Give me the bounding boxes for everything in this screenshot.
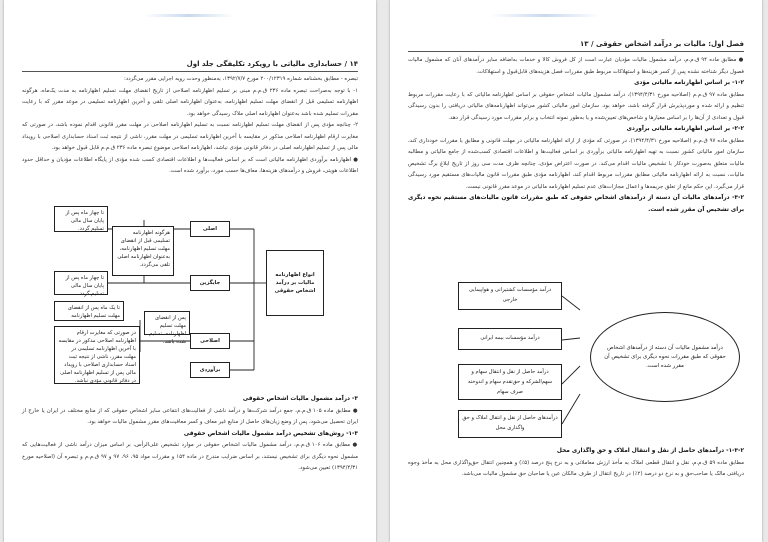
section-text: مطابق ماده ۹۷ ق.م.م (اصلاحیه مورخ ۱۳۹۴/۴/۳۱)، درآمد مشمول مالیات اشخاص حقوقی بر اساس اظهارنامه مالیاتی که با رعایت مقررات مربوط تنظیم و ارائه شده و مورد‌پذیرش قرار گرفته باشد، خواهد بود. سازمان امور مالیاتی کشور می‌تواند اظهارنامه‌های مالیاتی دریافتی را بدون رسیدگی قبول و تعدادی از آن‌ها را بر اساس معیارها و شاخص‌های تعیین‌شده و یا به‌طور نمونه انتخاب و برابر مقررات مورد رسیدگی قرار دهد. <box>408 91 745 121</box>
paragraph: ● مطابق ماده ۹۴ ق.م.م، درآمد مشمول مالیات مؤدیان عبارت است از کل فروش کالا و خدمات به‌اضافه سایر درآمدهای آنان که مشمول مالیات فصول دیگر شناخته نشده پس از کسر هزینه‌ها و استهلاکات مربوط طبق مقررات فصل هزینه‌های قابل‌قبول و استهلاکات. <box>408 57 744 75</box>
right-page <box>390 0 762 542</box>
right-page-header: فصل اول: مالیات بر درآمد اشخاص حقوقی / ۱۳ <box>408 40 744 52</box>
section-title: ۱-۳-۲- درآمدهای حاصل از نقل و انتقال املاک و حق واگذاری محل <box>556 448 744 454</box>
left-page-header: ۱۴ / حسابداری مالیاتی با رویکرد تکلیفگی جلد اول <box>22 60 358 72</box>
income-item-box: درآمدهای حاصل از نقل و انتقال املاک و حق واگذاری محل <box>458 410 562 438</box>
intro-paragraph: تبصره - مطابق بخشنامه شماره ۲۰۰/۱۲۳۱۹ مورخ ۱۳۹۲/۷/۷، به‌منظور وحدت رویه اجرایی مقرر می‌گردد: <box>124 76 358 82</box>
section-title: ۳-۲- درآمدهای مالیات آن دسته از درآمدهای اشخاص حقوقی که طبق مقررات قانون مالیات‌های مستقیم نحوه دیگری برای تشخیص آن مقرر شده است. <box>408 195 744 213</box>
note-eslahi-condition: پس از انقضای مهلت تسلیم اظهارنامه، تسلیم شده باشد. <box>144 311 190 335</box>
page-top-decoration <box>144 14 234 17</box>
left-page <box>4 0 376 542</box>
section-title: ۳- درآمد مشمول مالیات اشخاص حقوقی <box>242 396 358 402</box>
note-jaygozin-definition: هرگونه اظهارنامه تسلیمی قبل از انقضای مهلت تسلیم اظهارنامه، به‌عنوان اظهارنامه اصلی تلقی می‌گردد. <box>112 226 174 276</box>
type-jaygozin-box: جایگزین <box>190 275 230 291</box>
type-asli-box: اصلی <box>190 221 230 237</box>
right-bottom-text <box>408 446 744 481</box>
diagram-center-oval: درآمد مشمول مالیات آن دسته از درآمدهای اشخاص حقوقی که طبق مقررات نحوه دیگری برای تشخیص آن مقرر شده است. <box>590 312 740 402</box>
page-top-decoration <box>490 14 600 17</box>
intro-paragraph: ۱- با توجه به‌صراحت تبصره ماده ۲۳۶ ق.م.م مبنی بر تسلیم اظهارنامه اصلاحی از تاریخ انقضای مهلت تسلیم اظهارنامه به مدت یک‌ماه، هرگونه اظهارنامه تسلیمی قبل از انقضای مهلت تسلیم اظهارنامه، به‌عنوان اظهارنامه اصلی تلقی و آخرین اظهارنامه تسلیمی در موعد مقرر که با رعایت مقررات تسلیم شده باشد به‌عنوان اظهارنامه اصلی ملاک رسیدگی خواهد بود. <box>22 87 358 117</box>
intro-paragraph: ● اظهارنامه برآوردی اظهارنامه مالیاتی است که بر اساس فعالیت‌ها و اطلاعات اقتصادی کسب شده مؤدی از پایگاه اطلاعات مؤدیان و حداقل حدود اطلاعات هویتی، فروش و درآمدهای هزینه‌ها، معاف‌ها حسب مورد، برآورد شده است. <box>22 156 358 174</box>
diagram-center-box: انواع اظهارنامه مالیات بر درآمد اشخاص حقوقی <box>266 250 324 316</box>
section-title: ۱-۲- بر اساس اظهارنامه مالیاتی مؤدی <box>634 80 744 86</box>
section-text: ● مطابق ماده ۱۰۶ ق.م.م، درآمد مشمول مالیات اشخاص حقوقی در موارد تشخیص علی‌الرأس، بر اساس میزان درآمد ناشی از فعالیت‌هایی که مشمول نحوه دیگری برای تشخیص نیستند، بر اساس ضرایب مندرج در ماده ۱۵۴ و مقررات مواد ۹۵، ۹۶، ۹۷ و ۹۷ ق.م.م و تبصره آن (اصلاحیه مورخ ۱۳۹۴/۴/۳۱) تعیین می‌شود. <box>22 442 358 471</box>
note-eslahi-deadline: تا یک ماه پس از انقضای مهلت تسلیم اظهارنامه <box>54 301 124 321</box>
intro-paragraph: ۲- چنانچه مؤدی پس از انقضای مهلت تسلیم اظهارنامه نسبت به تسلیم اظهارنامه اصلاحی در مهلت مقرر قانونی اقدام نموده باشد، در صورتی که مغایرت ارقام اظهارنامه اصلاحی مذکور در مقایسه با آخرین اظهارنامه تسلیمی در مهلت مقرر، ناشی از نتیجه ثبت اسناد حسابداری اصلاحی با رویداد مالی پس از تسلیم اظهارنامه اصلی در دفاتر قانونی مؤدی نباشد، اظهارنامه اصلاحی موضوع تبصره ماده ۲۳۶ ق.م.م قابل قبول خواهد بود. <box>22 122 358 151</box>
income-item-box: درآمد مؤسسات کشتیرانی و هواپیمایی خارجی <box>458 282 562 310</box>
left-intro-text <box>22 74 358 178</box>
note-asli-deadline: تا چهار ماه پس از پایان سال مالی تسلیم گردد. <box>54 206 108 232</box>
page-number: ۱۳ <box>580 40 589 48</box>
chapter-title: فصل اول: مالیات بر درآمد اشخاص حقوقی <box>596 40 744 48</box>
note-jaygozin-deadline: تا چهار ماه پس از پایان سال مالی تسلیم گردد. <box>54 271 108 295</box>
left-section-3 <box>22 394 358 475</box>
type-eslahi-box: اصلاحی <box>190 333 230 349</box>
type-baravardi-box: برآوردی <box>190 362 230 378</box>
right-top-text <box>408 55 744 216</box>
note-eslahi-discrepancy: در صورتی که مغایرت ارقام اظهارنامه اصلاحی مذکور در مقایسه با آخرین اظهارنامه تسلیمی در مهلت مقرر، ناشی از نتیجه ثبت اسناد حسابداری اصلاحی با رویداد مالی پس از تسلیم اظهارنامه اصلی در دفاتر قانونی مؤدی نباشد. <box>54 326 140 384</box>
section-text: مطابق ماده ۹۷ ق.م.م (اصلاحیه مورخ ۱۳۹۴/۴/۳۱)، در صورتی که مؤدی از ارائه اظهارنامه مالیاتی در مهلت قانونی و مطابق با مقررات خودداری کند، سازمان امور مالیاتی کشور نسبت به تهیه اظهارنامه مالیاتی برآوردی بر اساس فعالیت‌ها و اطلاعات اقتصادی کسب‌شده از جامع مالیاتی و مطالبه مالیات متعلق به‌صورت خودکار با تشخیص مالیات اقدام می‌کند. در صورت اعتراض مؤدی، چنانچه ظرف مدت سی روز از تاریخ ابلاغ برگ تشخیص مالیات، نسبت به ارائه اظهارنامه مالیاتی مطابق مقررات مربوط اقدام کند، اظهارنامه مؤدی طبق مقررات قانون مالیات‌های مستقیم مورد رسیدگی قرار می‌گیرد. این حکم مانع از تعلق جریمه‌ها و اعمال مجازات‌های عدم تسلیم اظهارنامه مالیاتی در موعد مقرر قانونی نیست. <box>408 137 744 190</box>
income-item-box: درآمد مؤسسات بیمه ایرانی <box>458 328 562 350</box>
section-title: ۱-۳- روش‌های تشخیص درآمد مشمول مالیات اشخاص حقوقی <box>183 430 358 437</box>
section-title: ۲-۲- بر اساس اظهارنامه مالیاتی برآوردی <box>626 126 744 132</box>
income-item-box: درآمد حاصل از نقل و انتقال سهام و سهم‌الشرکه و حق‌تقدم سهام و اندوخته صرف سهام <box>458 364 562 400</box>
section-text: مطابق ماده ۵۹ ق.م.م، نقل و انتقال قطعی املاک به مأخذ ارزش معاملاتی و به نرخ پنج درصد (۵٪) و همچنین انتقال حق‌واگذاری محل به مأخذ وجوه دریافتی مالک یا صاحب‌حق و به نرخ دو درصد (۲٪) در تاریخ انتقال از طرف مالکان عین یا صاحبان حق مشمول مالیات می‌باشد. <box>408 459 744 477</box>
section-text: ● مطابق ماده ۱۰۵ ق.م.م، جمع درآمد شرکت‌ها و درآمد ناشی از فعالیت‌های انتفاعی سایر اشخاص حقوقی که از منابع مختلف در ایران یا خارج از ایران تحصیل می‌شود، پس از وضع زیان‌های حاصل از منابع غیر معاف و کسر معافیت‌های مقرر مشمول مالیات خواهد بود. <box>22 407 358 425</box>
